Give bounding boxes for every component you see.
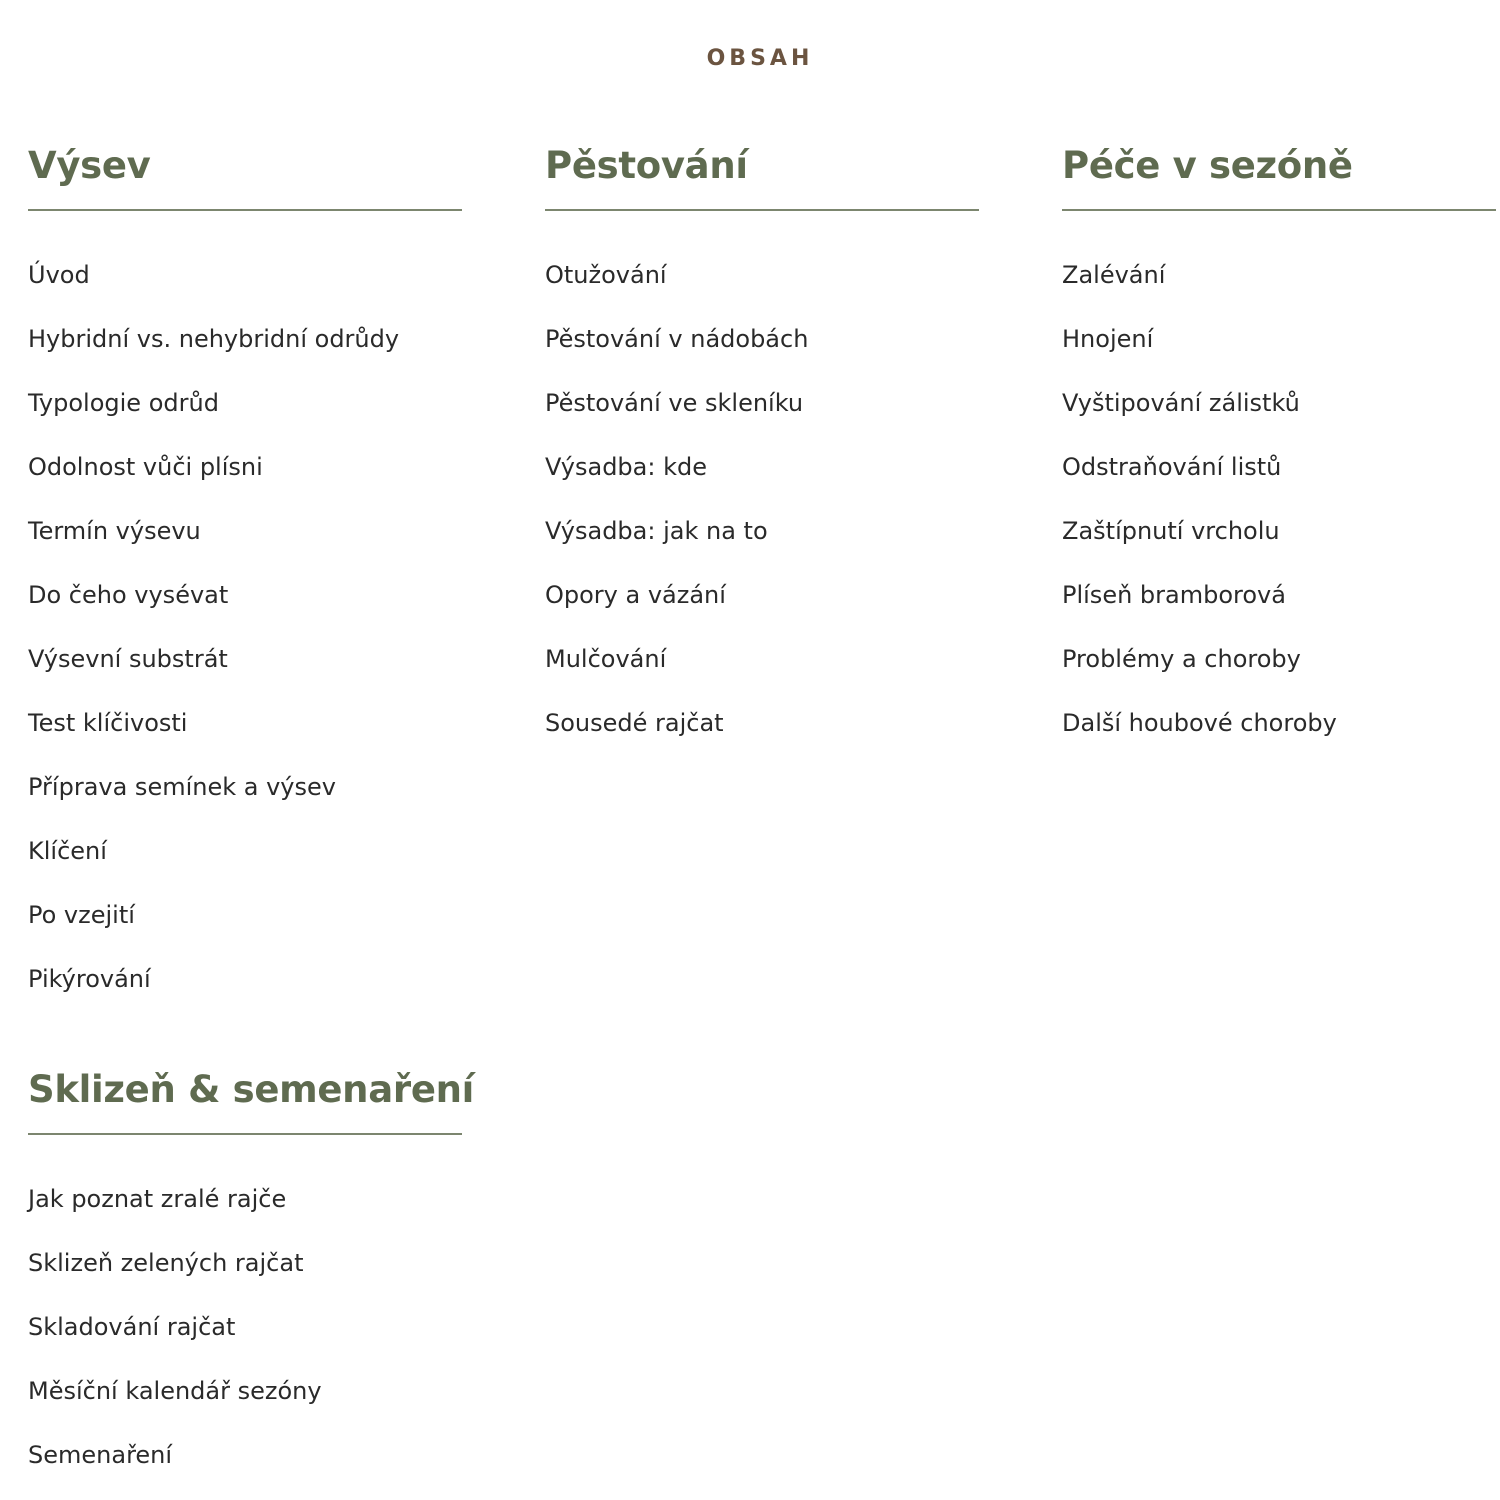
section-title-pestovani: Pěstování bbox=[545, 143, 979, 211]
toc-link[interactable]: Plíseň bramborová bbox=[1062, 581, 1286, 609]
toc-link[interactable]: Problémy a choroby bbox=[1062, 645, 1301, 673]
toc-link[interactable]: Po vzejití bbox=[28, 901, 135, 929]
section-title-vysev: Výsev bbox=[28, 143, 462, 211]
toc-link[interactable]: Skladování rajčat bbox=[28, 1313, 236, 1341]
toc-link[interactable]: Výsadba: kde bbox=[545, 453, 707, 481]
toc-link[interactable]: Do čeho vysévat bbox=[28, 581, 229, 609]
section-list-vysev bbox=[28, 211, 462, 1011]
toc-link[interactable]: Typologie odrůd bbox=[28, 389, 219, 417]
toc-title: OBSAH bbox=[706, 46, 814, 71]
section-title-sklizen-semenareni: Sklizeň & semenaření bbox=[28, 1067, 462, 1135]
toc-link[interactable]: Odstraňování listů bbox=[1062, 453, 1282, 481]
toc-link[interactable]: Sklizeň zelených rajčat bbox=[28, 1249, 304, 1277]
section-sklizen-semenareni bbox=[28, 1067, 475, 1487]
toc-link[interactable]: Úvod bbox=[28, 261, 90, 289]
section-vysev bbox=[28, 143, 462, 1011]
section-pestovani bbox=[545, 143, 979, 755]
toc-link[interactable]: Příprava semínek a výsev bbox=[28, 773, 336, 801]
toc-link[interactable]: Výsevní substrát bbox=[28, 645, 228, 673]
toc-link[interactable]: Klíčení bbox=[28, 837, 107, 865]
toc-link[interactable]: Termín výsevu bbox=[28, 517, 201, 545]
toc-link[interactable]: Mulčování bbox=[545, 645, 667, 673]
section-list-pece-v-sezone bbox=[1062, 211, 1496, 755]
toc-link[interactable]: Pěstování v nádobách bbox=[545, 325, 809, 353]
toc-link[interactable]: Další houbové choroby bbox=[1062, 709, 1337, 737]
toc-link[interactable]: Vyštipování zálistků bbox=[1062, 389, 1300, 417]
section-list-sklizen-semenareni bbox=[28, 1135, 462, 1487]
toc-link[interactable]: Opory a vázání bbox=[545, 581, 726, 609]
toc-link[interactable]: Měsíční kalendář sezóny bbox=[28, 1377, 322, 1405]
toc-link[interactable]: Semenaření bbox=[28, 1441, 173, 1469]
toc-link[interactable]: Otužování bbox=[545, 261, 667, 289]
toc-link[interactable]: Odolnost vůči plísni bbox=[28, 453, 263, 481]
section-pece-v-sezone bbox=[1062, 143, 1496, 755]
toc-link[interactable]: Pikýrování bbox=[28, 965, 151, 993]
toc-link[interactable]: Sousedé rajčat bbox=[545, 709, 724, 737]
toc-link[interactable]: Výsadba: jak na to bbox=[545, 517, 768, 545]
section-title-pece-v-sezone: Péče v sezóně bbox=[1062, 143, 1496, 211]
toc-link[interactable]: Pěstování ve skleníku bbox=[545, 389, 804, 417]
toc-link[interactable]: Hnojení bbox=[1062, 325, 1154, 353]
toc-link[interactable]: Zaštípnutí vrcholu bbox=[1062, 517, 1280, 545]
toc-link[interactable]: Zalévání bbox=[1062, 261, 1166, 289]
toc-link[interactable]: Hybridní vs. nehybridní odrůdy bbox=[28, 325, 400, 353]
toc-link[interactable]: Test klíčivosti bbox=[28, 709, 188, 737]
section-list-pestovani bbox=[545, 211, 979, 755]
toc-link[interactable]: Jak poznat zralé rajče bbox=[28, 1185, 287, 1213]
